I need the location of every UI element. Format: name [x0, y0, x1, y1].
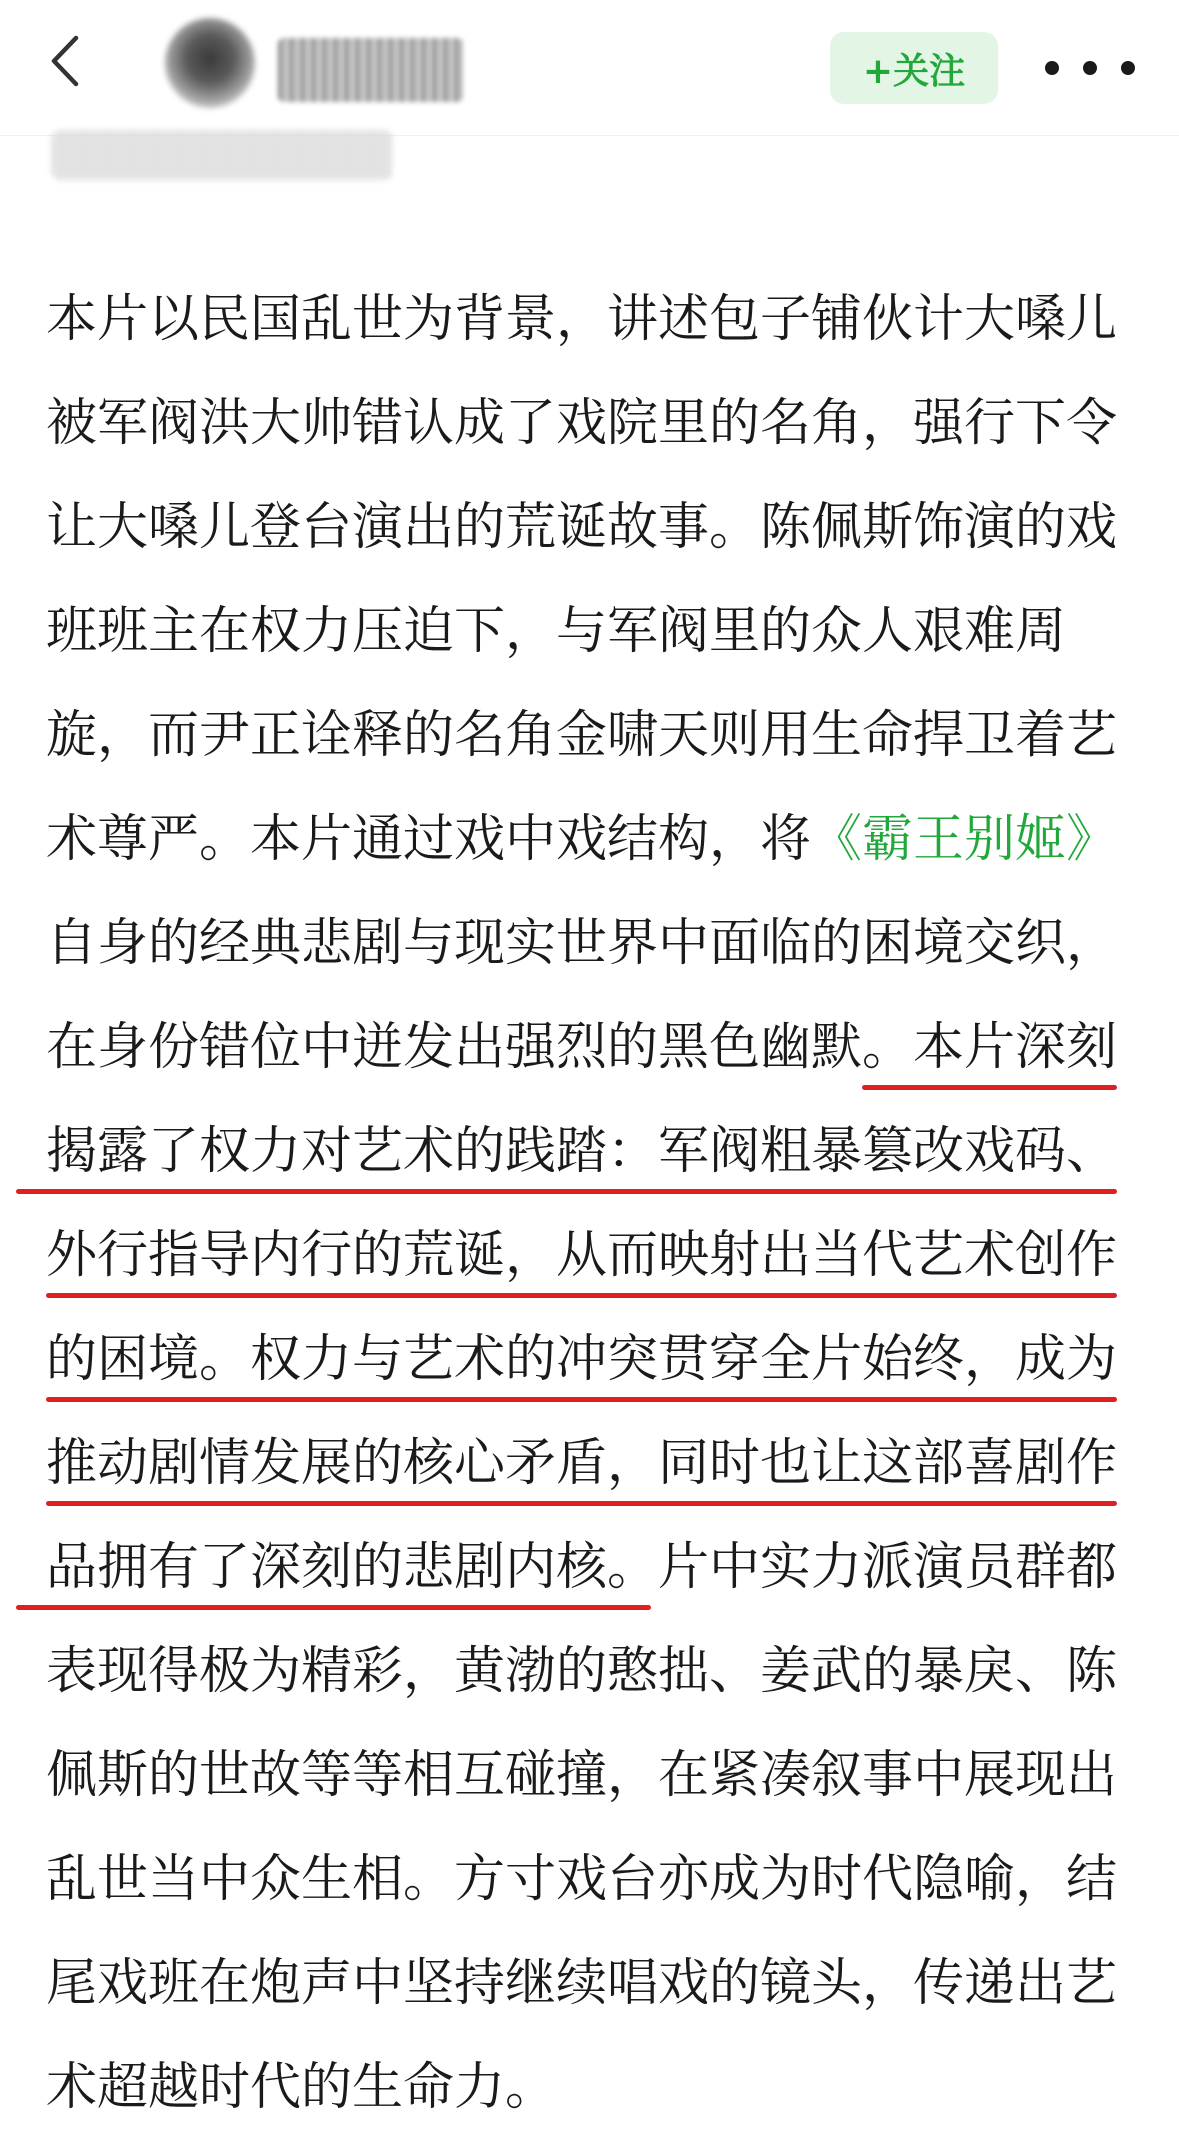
post-text-line: [46, 892, 1136, 996]
post-text-line: [46, 268, 1136, 372]
more-horizontal-icon: [1045, 61, 1059, 75]
underlined-text: 揭露了权力对艺术的践踏：军阀粗暴篡改戏码、: [46, 1100, 1117, 1204]
text-segment: 术尊严。本片通过戏中戏结构，将: [46, 810, 812, 869]
post-text-line: [46, 1932, 1136, 2036]
text-segment: 在身份错位中迸发出强烈的黑色幽默: [46, 1018, 863, 1077]
post-text-line: [46, 476, 1136, 580]
post-text-line: [46, 1724, 1136, 1828]
author-name-blurred[interactable]: [278, 38, 463, 102]
underlined-text: 。本片深刻: [862, 996, 1117, 1100]
post-text-line: [46, 580, 1136, 684]
post-body: [46, 268, 1136, 2140]
post-text-line: [46, 1204, 1136, 1308]
underlined-text: 推动剧情发展的核心矛盾，同时也让这部喜剧作: [46, 1412, 1117, 1516]
top-bar: [0, 0, 1179, 136]
chevron-left-icon: [50, 34, 80, 88]
avatar[interactable]: [165, 18, 255, 108]
text-segment: 本片以民国乱世为背景，讲述包子铺伙计大嗓儿: [46, 290, 1118, 349]
more-dot: [1083, 61, 1097, 75]
post-text-line: [46, 2036, 1136, 2140]
text-segment: 。片中实力派演员群都: [607, 1538, 1118, 1597]
text-segment: 尾戏班在炮声中坚持继续唱戏的镜头，传递出艺: [46, 1954, 1118, 2013]
text-segment: 表现得极为精彩，黄渤的憨拙、姜武的暴戾、陈: [46, 1642, 1118, 1701]
text-segment: 乱世当中众生相。方寸戏台亦成为时代隐喻，结: [46, 1850, 1118, 1909]
underlined-text: 品拥有了深刻的悲剧内核: [46, 1516, 607, 1620]
text-segment: 佩斯的世故等等相互碰撞，在紧凑叙事中展现出: [46, 1746, 1118, 1805]
post-text-line: [46, 684, 1136, 788]
post-text-line: [46, 996, 1136, 1100]
text-segment: 旋，而尹正诠释的名角金啸天则用生命捍卫着艺: [46, 706, 1118, 765]
post-text-line: [46, 372, 1136, 476]
underlined-text: 的困境。权力与艺术的冲突贯穿全片始终，成为: [46, 1308, 1117, 1412]
post-text-line: [46, 1412, 1136, 1516]
post-text-line: [46, 1620, 1136, 1724]
post-text-line: [46, 1516, 1136, 1620]
author-meta-blurred: [52, 130, 392, 180]
underlined-text: 外行指导内行的荒诞，从而映射出当代艺术创作: [46, 1204, 1117, 1308]
post-text-line: [46, 1100, 1136, 1204]
follow-button[interactable]: +关注: [830, 32, 998, 104]
text-segment: 自身的经典悲剧与现实世界中面临的困境交织，: [46, 914, 1118, 973]
text-segment: 让大嗓儿登台演出的荒诞故事。陈佩斯饰演的戏: [46, 498, 1118, 557]
text-segment: 术超越时代的生命力。: [46, 2058, 557, 2117]
more-dot: [1121, 61, 1135, 75]
post-text-line: [46, 1828, 1136, 1932]
back-button[interactable]: [40, 28, 90, 94]
post-text-line: [46, 1308, 1136, 1412]
movie-title-link[interactable]: 《霸王别姬》: [811, 810, 1118, 869]
text-segment: 被军阀洪大帅错认成了戏院里的名角，强行下令: [46, 394, 1118, 453]
more-options-button[interactable]: [1045, 40, 1135, 96]
text-segment: 班班主在权力压迫下，与军阀里的众人艰难周: [46, 602, 1067, 661]
post-text-line: [46, 788, 1136, 892]
